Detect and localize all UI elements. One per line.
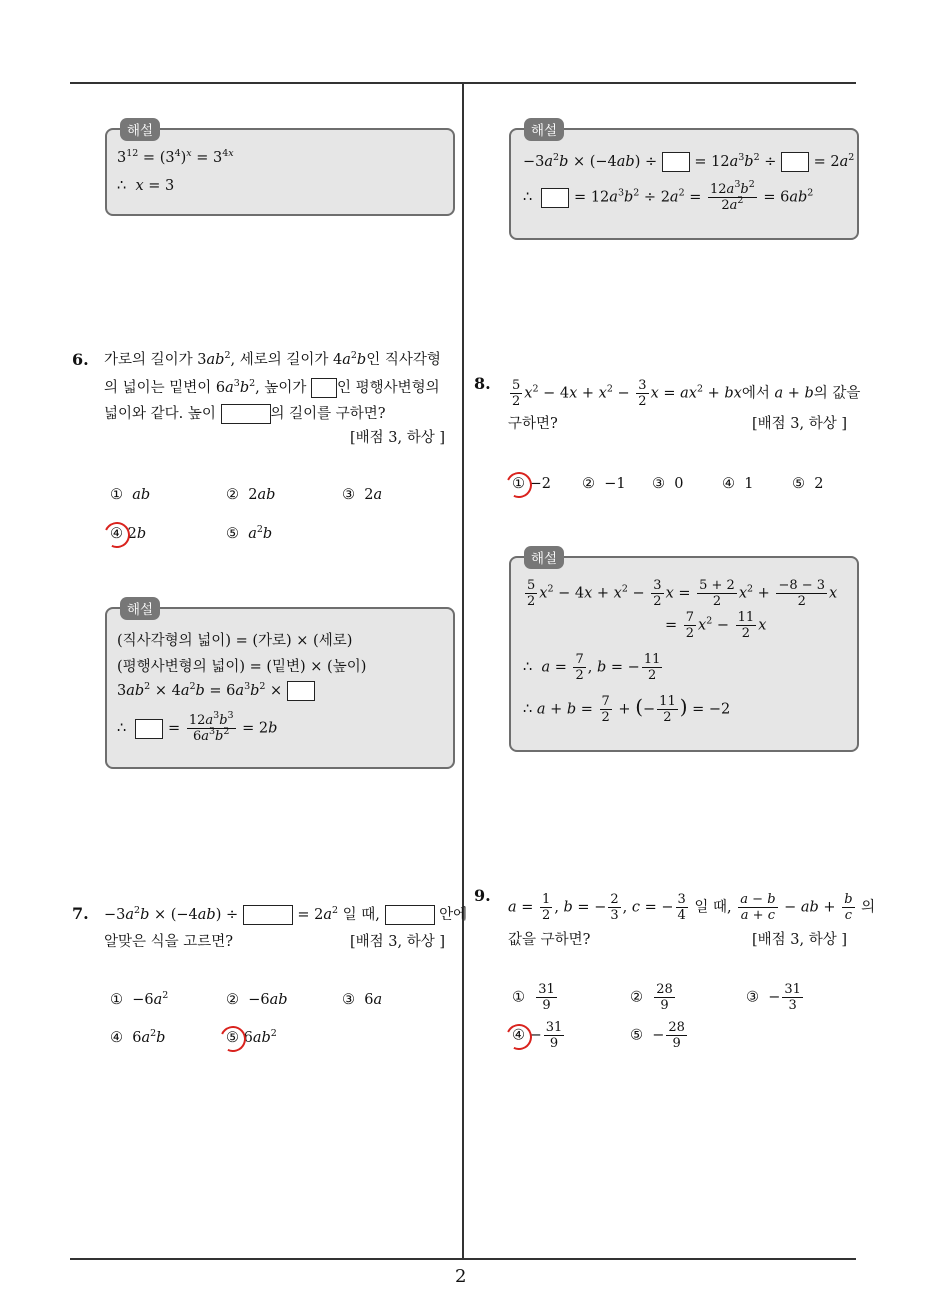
blank-box (221, 404, 271, 424)
blank-box (385, 905, 435, 925)
score-label: [배점 3, 하상 ] (752, 416, 848, 432)
question-number: 9. (474, 886, 491, 905)
solution-box-q7 (509, 123, 859, 240)
option-value: 1 (744, 476, 754, 492)
option-3[interactable] (652, 476, 683, 492)
option-4[interactable]: ④ − $\frac{31}{9}$ (512, 1020, 563, 1051)
option-1[interactable]: ① $-6a^2$ (110, 990, 169, 1008)
question-6-line-2: 의 넓이는 밑변이 $6a^3b^2$, 높이가 인 평행사변형의 (104, 378, 440, 396)
solution-tag: 해설 (120, 597, 160, 620)
option-marker: ⑤ (226, 526, 239, 542)
option-1[interactable]: ① $\frac{31}{9}$ (512, 982, 555, 1013)
option-5[interactable] (792, 476, 823, 492)
solution-line: $3ab^2 \times 4a^2b = 6a^3b^2$ × (117, 681, 315, 701)
answer-mark-icon (100, 518, 133, 551)
option-5[interactable]: ⑤ $a^2b$ (226, 524, 273, 542)
solution-box-q5 (105, 123, 455, 216)
score-label: [배점 3, 하상 ] (752, 932, 848, 948)
option-2[interactable]: ② −6ab (226, 992, 288, 1008)
text: 안에 (439, 907, 468, 923)
option-2[interactable]: ② $\frac{28}{9}$ (630, 982, 673, 1013)
text: 인 평행사변형의 (337, 380, 440, 396)
text: , 높이가 (255, 380, 307, 396)
option-marker: ③ (652, 476, 665, 492)
option-marker: ① (512, 989, 525, 1006)
option-marker: ① (110, 992, 123, 1008)
option-marker: ④ (512, 1027, 525, 1044)
column-divider (462, 84, 464, 1259)
question-8-line-2: 구하면? (508, 416, 558, 432)
text: 넓이와 같다. 높이 (104, 406, 216, 422)
option-marker: ① (110, 487, 123, 503)
question-number: 8. (474, 374, 491, 393)
option-marker: ④ (110, 526, 123, 542)
option-marker: ④ (722, 476, 735, 492)
solution-line: $\frac{5}{2}$ $x^2 - 4x + x^2$ − $\frac{3}{2}$ x = $\frac{5 + 2}{2}$ $x^2$ + $\frac{-8 - 3}{2}$ x (527, 578, 838, 609)
option-value: −1 (604, 476, 626, 492)
question-8-line-1: $\frac{5}{2}$ $x^2 - 4x + x^2$ − $\frac{3}{2}$ $x = ax^2$ + bx에서 a + b의 값을 (512, 378, 861, 409)
option-4[interactable]: ④ $6a^2b$ (110, 1028, 166, 1046)
solution-line: ∴ = $\frac{12a^3b^3}{6a^3b^2}$ = 2b (117, 710, 278, 744)
text: 의 (861, 899, 876, 916)
option-marker: ④ (110, 1030, 123, 1046)
question-7-line-2: 알맞은 식을 고르면? (104, 934, 234, 950)
solution-line: ∴ = $12a^3b^2 \div 2a^2$ = $\frac{12a^3b^2}{2a^2}$ = $6ab^2$ (523, 179, 814, 213)
score-label: [배점 3, 하상 ] (350, 430, 446, 446)
score-label: [배점 3, 하상 ] (350, 934, 446, 950)
text: 의 길이를 구하면? (270, 406, 386, 422)
text: 에서 (741, 385, 770, 402)
solution-line: $-3a^2b \times (-4ab)$ ÷ = $12a^3b^2$ ÷ = $2a^2$ (523, 152, 855, 170)
option-5[interactable]: ⑤ $6ab^2$ (226, 1028, 277, 1046)
blank-box (311, 378, 337, 398)
solution-tag: 해설 (524, 118, 564, 141)
option-marker: ③ (342, 487, 355, 503)
solution-line: ∴ a + b = $\frac{7}{2}$ + (− $\frac{11}{2}$ ) = −2 (523, 694, 731, 725)
blank-box (243, 905, 293, 925)
solution-line: (평행사변형의 넓이) = (밑변) × (높이) (117, 659, 367, 675)
solution-box-q6 (105, 602, 455, 769)
option-3[interactable]: ③ 2a (342, 487, 383, 503)
solution-box-q8 (509, 551, 859, 752)
question-number: 6. (72, 350, 89, 369)
option-value: 2 (814, 476, 824, 492)
option-marker: ⑤ (630, 1027, 643, 1044)
option-marker: ⑤ (226, 1030, 239, 1046)
option-3[interactable]: ③ − $\frac{31}{3}$ (746, 982, 801, 1013)
option-marker: ② (582, 476, 595, 492)
solution-line: $3^{12} = (3^4)^x = 3^{4x}$ (117, 148, 234, 166)
option-marker: ② (630, 989, 643, 1006)
option-2[interactable] (582, 476, 626, 492)
text: 의 값을 (813, 385, 861, 402)
solution-tag: 해설 (524, 546, 564, 569)
question-9-line-2: 값을 구하면? (508, 932, 591, 948)
page-number: 2 (455, 1266, 467, 1287)
option-3[interactable]: ③ 6a (342, 992, 383, 1008)
question-7-line-1: $-3a^2b \times (-4ab)$ ÷ = $2a^2$ 일 때, 안에 (104, 905, 468, 923)
text: 일 때, (342, 907, 380, 923)
question-number: 7. (72, 904, 89, 923)
option-value: 0 (674, 476, 684, 492)
question-9-line-1: a = $\frac{1}{2}$ , b = − $\frac{2}{3}$ , c = − $\frac{3}{4}$ 일 때, $\frac{a - b}{a + c}$ − ab + $\frac{b}{c}$ 의 (508, 892, 876, 923)
option-2[interactable]: ② 2ab (226, 487, 276, 503)
option-marker: ⑤ (792, 476, 805, 492)
option-5[interactable]: ⑤ − $\frac{28}{9}$ (630, 1020, 685, 1051)
option-4[interactable] (722, 476, 753, 492)
text: 의 넓이는 밑변이 (104, 380, 212, 396)
answer-mark-icon (216, 1022, 249, 1055)
option-4[interactable]: ④ 2b (110, 526, 147, 542)
text: 인 직사각형 (366, 352, 441, 368)
solution-tag: 해설 (120, 118, 160, 141)
option-marker: ② (226, 487, 239, 503)
option-value: −2 (529, 476, 551, 492)
option-marker: ② (226, 992, 239, 1008)
option-marker: ③ (342, 992, 355, 1008)
solution-line: ∴ x = 3 (117, 178, 175, 194)
option-marker: ① (512, 476, 525, 492)
question-6-line-1: 가로의 길이가 $3ab^2$, 세로의 길이가 $4a^2b$인 직사각형 (104, 350, 441, 368)
text: 가로의 길이가 (104, 352, 193, 368)
option-1[interactable]: ① ab (110, 487, 151, 503)
solution-line: (직사각형의 넓이) = (가로) × (세로) (117, 633, 353, 649)
option-marker: ③ (746, 989, 759, 1006)
question-6-line-3 (104, 400, 386, 428)
solution-line: ∴ a = $\frac{7}{2}$ , b = − $\frac{11}{2}$ (523, 652, 661, 683)
solution-line: = $\frac{7}{2}$ $x^2$ − $\frac{11}{2}$ x (665, 610, 767, 641)
text: , 세로의 길이가 (230, 352, 329, 368)
text: 일 때, (694, 899, 732, 916)
answer-mark-icon (502, 468, 535, 501)
